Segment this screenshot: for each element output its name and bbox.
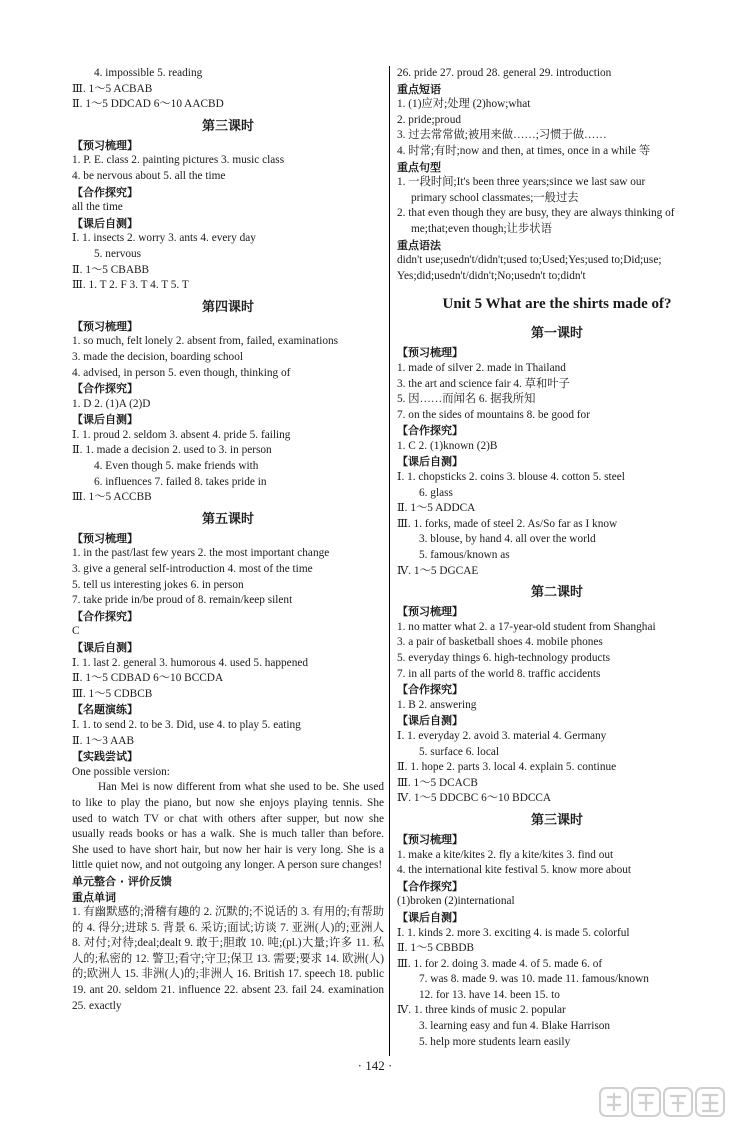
left-section-label: 【课后自测】 [72, 641, 138, 654]
right-line: 1. (1)应对;处理 (2)how;what [397, 98, 531, 111]
left-line: all the time [72, 201, 123, 214]
right-line: 2. that even though they are busy, they are always thinking of [397, 207, 675, 220]
left-line: One possible version: [72, 765, 170, 778]
right-line: 12. for 13. have 14. been 15. to [419, 988, 560, 1001]
right-line: 7. on the sides of mountains 8. be good for [397, 408, 590, 421]
left-line: 6. influences 7. failed 8. takes pride in [94, 475, 267, 488]
watermark [598, 1085, 738, 1119]
left-lesson-heading: 第三课时 [201, 117, 254, 133]
right-line: Ⅳ. 1～5 DGCAE [397, 564, 479, 577]
right-section-label: 【课后自测】 [397, 455, 463, 469]
right-section-label: 【合作探究】 [397, 683, 463, 697]
right-line: 5. 因……而闻名 6. 据我所知 [397, 393, 536, 406]
right-line: 2. pride;proud [397, 113, 462, 126]
right-line: 5. everyday things 6. high-technology products [397, 652, 611, 664]
right-lesson-heading: 第二课时 [530, 584, 583, 600]
right-section-label: 【预习梳理】 [397, 832, 463, 846]
right-lesson-heading: 第三课时 [530, 811, 583, 827]
right-line: 7. in all parts of the world 8. traffic accidents [397, 667, 601, 680]
left-line: 5. tell us interesting jokes 6. in person [72, 578, 244, 591]
left-line: Ⅰ. 1. insects 2. worry 3. ants 4. every day [72, 232, 256, 245]
right-line: 4. 时常;有时;now and then, at times, once in a while 等 [397, 144, 651, 157]
left-line: 3. give a general self-introduction 4. most of the time [72, 563, 313, 576]
right-line: primary school classmates;一般过去 [411, 191, 579, 204]
right-line: 26. pride 27. proud 28. general 29. introduction [397, 67, 612, 79]
right-line: 4. the international kite festival 5. know more about [397, 864, 632, 877]
right-section-label: 【预习梳理】 [397, 346, 463, 360]
left-section-label: 【合作探究】 [72, 382, 138, 396]
left-line: Ⅱ. 1～5 DDCAD 6～10 AACBD [72, 98, 224, 111]
right-line: 5. famous/known as [419, 549, 510, 562]
right-line: Yes;did;usedn't/didn't;No;usedn't to;didn't [397, 269, 586, 282]
left-line: 3. made the decision, boarding school [72, 350, 243, 363]
left-section-label: 【预习梳理】 [72, 138, 138, 152]
left-section-label: 【名题演练】 [72, 703, 138, 717]
right-line: 3. learning easy and fun 4. Blake Harrison [419, 1020, 611, 1033]
left-line: 4. impossible 5. reading [94, 67, 203, 79]
right-section-label: 【课后自测】 [397, 910, 463, 924]
right-line: 1. C 2. (1)known (2)B [397, 439, 498, 452]
left-line: Ⅱ. 1～3 AAB [72, 734, 134, 747]
left-line: 1. P. E. class 2. painting pictures 3. music class [72, 154, 285, 167]
left-line: Ⅰ. 1. last 2. general 3. humorous 4. used 5. happened [72, 656, 308, 669]
right-line: Ⅱ. 1～5 ADDCA [397, 502, 476, 515]
page-number: · 142 · [357, 1058, 393, 1073]
right-line: Ⅰ. 1. chopsticks 2. coins 3. blouse 4. cotton 5. steel [397, 471, 625, 484]
left-line: Ⅲ. 1～5 ACBAB [72, 82, 153, 95]
answer-site-watermark-logo [598, 1085, 738, 1119]
left-line: 1. in the past/last few years 2. the most important change [72, 547, 330, 560]
right-line: 1. B 2. answering [397, 698, 477, 711]
right-line: 5. help more students learn easily [419, 1035, 571, 1048]
right-line: 3. blouse, by hand 4. all over the world [419, 533, 596, 546]
right-line: 1. make a kite/kites 2. fly a kite/kites 3. find out [397, 848, 614, 861]
left-section-label: 重点单词 [72, 890, 116, 904]
right-section-label: 【预习梳理】 [397, 605, 463, 619]
right-line: 7. was 8. made 9. was 10. made 11. famous/known [419, 973, 649, 986]
right-line: didn't use;usedn't/didn't;used to;Used;Yes;used to;Did;use; [397, 254, 662, 267]
right-column [397, 66, 717, 1050]
left-line: Ⅱ. 1. made a decision 2. used to 3. in person [72, 444, 272, 457]
left-line: Ⅰ. 1. proud 2. seldom 3. absent 4. pride 5. failing [72, 428, 291, 441]
right-line: Ⅰ. 1. everyday 2. avoid 3. material 4. Germany [397, 729, 607, 742]
left-vocab-list: 1. 有幽默感的;滑稽有趣的 2. 沉默的;不说话的 3. 有用的;有帮助的 4. 得分;进球 5. 背景 6. 采访;面试;访谈 7. 亚洲(人)的;亚洲人 8. 对付;对待;deal;dealt 9. 敢于;胆敢 10. 吨;(pl.)大量;许多 11. 私人的;私密的 12. 警卫;看守;守卫;保卫 13. 需要;要求 14. 欧洲(人)的;欧洲人 15. 非洲(人)的;非洲人 16. British 17. speech 18. public 19. ant 20. seldom 21. influence 22. absent 23. fail 24. examination 25. exactly [72, 906, 384, 1012]
left-section-label: 【合作探究】 [72, 609, 138, 623]
right-line: 1. no matter what 2. a 17-year-old student from Shanghai [397, 620, 656, 633]
right-section-label: 【课后自测】 [397, 714, 463, 728]
left-essay-paragraph: Han Mei is now different from what she used to be. She used to like to play the piano, but now she enjoys playing tennis. She used to watch TV or chat with others after supper, but now she usually reads books or has a walk. She is much taller than before. She used to have short hair, but now her hair is very long. She is a little quiet now, and not outgoing any longer. A person sure changes! [72, 781, 384, 872]
left-line: 4. Even though 5. make friends with [94, 460, 259, 473]
right-unit-title: Unit 5 What are the shirts made of? [442, 296, 672, 313]
left-section-label: 【实践尝试】 [72, 750, 138, 764]
right-line: Ⅲ. 1. for 2. doing 3. made 4. of 5. made 6. of [397, 957, 603, 970]
right-line: Ⅲ. 1. forks, made of steel 2. As/So far as I know [397, 517, 618, 530]
right-line: Ⅲ. 1～5 DCACB [397, 776, 478, 789]
left-line: 4. be nervous about 5. all the time [72, 169, 226, 182]
right-section-label: 重点短语 [397, 82, 441, 96]
right-line: Ⅱ. 1～5 CBBDB [397, 942, 475, 955]
left-lesson-heading: 第五课时 [201, 510, 254, 526]
right-section-label: 【合作探究】 [397, 879, 463, 893]
right-section-label: 重点语法 [397, 238, 441, 252]
left-line: Ⅲ. 1～5 CDBCB [72, 687, 153, 700]
right-line: 3. the art and science fair 4. 草和叶子 [397, 377, 570, 390]
left-line: 7. take pride in/be proud of 8. remain/keep silent [72, 594, 293, 607]
left-line: 1. D 2. (1)A (2)D [72, 397, 151, 410]
left-line: 5. nervous [94, 247, 142, 260]
right-section-label: 【合作探究】 [397, 424, 463, 438]
right-line: 1. made of silver 2. made in Thailand [397, 361, 566, 374]
left-column [72, 66, 384, 1014]
right-line: 3. 过去常常做;被用来做……;习惯于做…… [397, 129, 607, 142]
left-lesson-heading: 第四课时 [201, 298, 254, 314]
right-line: 3. a pair of basketball shoes 4. mobile phones [397, 636, 603, 649]
column-divider [389, 66, 390, 1056]
left-section-label: 单元整合 · 评价反馈 [72, 874, 172, 888]
left-line: Ⅱ. 1～5 CDBAD 6～10 BCCDA [72, 672, 224, 685]
left-line: C [72, 625, 80, 638]
left-section-label: 【课后自测】 [72, 216, 138, 230]
right-line: Ⅰ. 1. kinds 2. more 3. exciting 4. is made 5. colorful [397, 926, 630, 939]
right-line: Ⅳ. 1. three kinds of music 2. popular [397, 1004, 566, 1017]
left-section-label: 【预习梳理】 [72, 531, 138, 545]
left-line: 4. advised, in person 5. even though, thinking of [72, 366, 291, 379]
left-line: Ⅰ. 1. to send 2. to be 3. Did, use 4. to play 5. eating [72, 718, 301, 731]
left-section-label: 【课后自测】 [72, 413, 138, 427]
right-line: (1)broken (2)international [397, 895, 515, 908]
left-line: Ⅲ. 1. T 2. F 3. T 4. T 5. T [72, 279, 189, 292]
right-line: 1. 一段时间;It's been three years;since we last saw our [397, 176, 646, 189]
left-line: Ⅱ. 1～5 CBABB [72, 263, 150, 276]
left-section-label: 【预习梳理】 [72, 319, 138, 333]
right-lesson-heading: 第一课时 [530, 325, 583, 341]
left-line: Ⅲ. 1～5 ACCBB [72, 491, 152, 504]
right-section-label: 重点句型 [397, 160, 441, 174]
right-line: 5. surface 6. local [419, 745, 499, 758]
right-line: Ⅳ. 1～5 DDCBC 6～10 BDCCA [397, 792, 552, 805]
left-line: 1. so much, felt lonely 2. absent from, failed, examinations [72, 335, 339, 348]
right-line: 6. glass [419, 486, 453, 499]
left-section-label: 【合作探究】 [72, 185, 138, 199]
right-line: me;that;even though;让步状语 [411, 222, 552, 235]
right-line: Ⅱ. 1. hope 2. parts 3. local 4. explain 5. continue [397, 761, 617, 774]
